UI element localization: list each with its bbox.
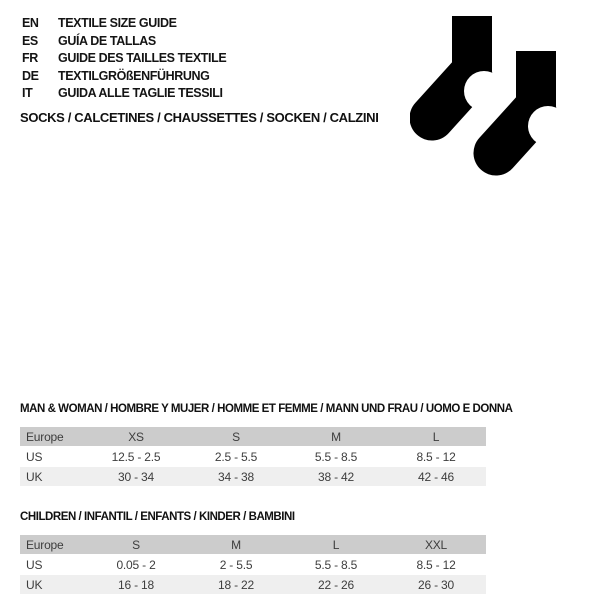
size-cell: 2.5 - 5.5: [214, 449, 258, 464]
column-header: Europe: [20, 535, 86, 554]
size-cell: 0.05 - 2: [116, 557, 156, 572]
column-header: Europe: [20, 427, 86, 446]
language-label: TEXTILGRÖßENFÜHRUNG: [58, 68, 210, 83]
size-cell: 38 - 42: [286, 467, 386, 486]
language-code: EN: [22, 16, 39, 30]
size-cell: 2 - 5.5: [219, 557, 253, 572]
socks-icon: [410, 14, 585, 186]
language-row-de: [22, 68, 226, 86]
language-code: DE: [22, 68, 39, 83]
column-header: L: [286, 535, 386, 554]
language-list: [22, 15, 226, 103]
column-header: M: [286, 427, 386, 446]
size-cell: 18 - 22: [186, 575, 286, 594]
column-header: M: [186, 535, 286, 554]
table-title-children: CHILDREN / INFANTIL / ENFANTS / KINDER / BAMBINI: [20, 511, 295, 523]
table-section-children: [20, 510, 486, 595]
column-header: L: [386, 427, 486, 446]
size-cell: 5.5 - 8.5: [314, 449, 358, 464]
language-row-es: [22, 33, 226, 51]
language-label: GUIDE DES TAILLES TEXTILE: [58, 51, 227, 66]
size-cell: 34 - 38: [186, 467, 286, 486]
size-cell: 26 - 30: [386, 575, 486, 594]
table-row-us: [20, 447, 486, 466]
size-cell: 8.5 - 12: [416, 449, 456, 464]
column-header: XS: [86, 427, 186, 446]
language-row-en: [22, 15, 226, 33]
row-label: US: [26, 449, 43, 464]
size-cell: 30 - 34: [86, 467, 186, 486]
row-label: UK: [20, 575, 86, 594]
size-cell: 42 - 46: [386, 467, 486, 486]
size-table-man-woman: [20, 426, 486, 487]
size-cell: 12.5 - 2.5: [111, 449, 161, 464]
category-title: SOCKS / CALCETINES / CHAUSSETTES / SOCKEN / CALZINI: [20, 110, 379, 125]
language-row-fr: [22, 50, 226, 68]
size-cell: 8.5 - 12: [416, 557, 456, 572]
size-table-children: [20, 534, 486, 595]
language-label: TEXTILE SIZE GUIDE: [58, 16, 177, 30]
language-label: GUÍA DE TALLAS: [58, 33, 156, 48]
column-header: XXL: [386, 535, 486, 554]
row-label: US: [26, 557, 43, 572]
table-title-man-woman: MAN & WOMAN / HOMBRE Y MUJER / HOMME ET FEMME / MANN UND FRAU / UOMO E DONNA: [20, 403, 513, 415]
table-row-us: [20, 555, 486, 574]
language-code: FR: [22, 51, 38, 66]
table-row-uk: [20, 575, 486, 594]
row-label: UK: [20, 467, 86, 486]
table-header-row: [20, 427, 486, 446]
language-code: ES: [22, 33, 38, 48]
size-cell: 16 - 18: [86, 575, 186, 594]
size-cell: 22 - 26: [286, 575, 386, 594]
language-row-it: [22, 85, 226, 103]
column-header: S: [186, 427, 286, 446]
column-header: S: [86, 535, 186, 554]
table-header-row: [20, 535, 486, 554]
table-section-man-woman: [20, 402, 513, 487]
table-row-uk: [20, 467, 486, 486]
language-label: GUIDA ALLE TAGLIE TESSILI: [58, 86, 223, 101]
language-code: IT: [22, 86, 33, 101]
size-cell: 5.5 - 8.5: [314, 557, 358, 572]
